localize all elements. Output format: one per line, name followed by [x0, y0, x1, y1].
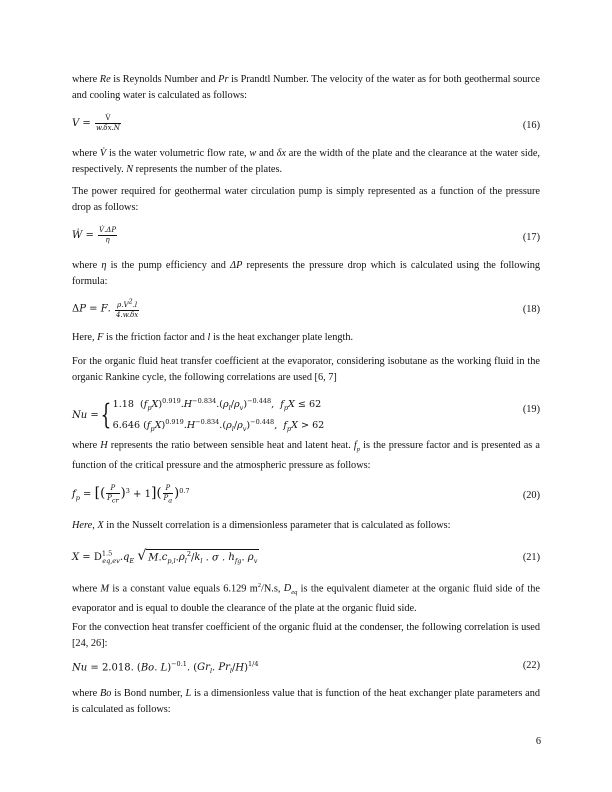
- equation-22-body: Nu = 2.018. (Bo. L)$^{-0.1}$. ($Gr_l$. $Pr_l/H)^{1/4}$: [72, 660, 259, 676]
- paragraph-evaporator: For the organic fluid heat transfer coefficient at the evaporator, considering isobutane as the working fluid in the organic Rankine cycle, the following correlations are used [6, 7]: [72, 356, 540, 383]
- equation-21-number: (21): [522, 552, 540, 563]
- paragraph-bond-number: where Bo is Bond number, L is a dimensionless value that is function of the heat exchanger plate parameters and is calculated as follows:: [72, 688, 541, 715]
- paragraph-pressure-factor: where H represents the ratio between sensible heat and latent heat. $f_p$ is the pressure factor and is presented as a function of the critical pressure and the atmospheric pressure as follows:: [72, 440, 540, 472]
- paragraph-pump-power: The power required for geothermal water circulation pump is simply represented as a function of the pressure drop as follows:: [72, 186, 540, 213]
- equation-20-number: (20): [522, 490, 540, 501]
- equation-18-number: (18): [522, 304, 540, 315]
- paragraph-nusselt-x: Here, X in the Nusselt correlation is a dimensionless parameter that is calculated as follows:: [72, 520, 451, 531]
- equation-21-body: $X = D^{1.5}_{eq,ev}.q_E$ √ $M.c_{p,l}.\rho_l^2/k_l$ . σ . $h_{fg}$. $\rho_v$: [72, 548, 258, 565]
- equation-16: [72, 114, 540, 144]
- equation-19: [72, 394, 540, 434]
- equation-22: [72, 660, 540, 680]
- equation-16-number: (16): [522, 120, 540, 131]
- equation-16-body: V = $\frac{V̇}{w.\delta x.N}$: [72, 114, 120, 132]
- equation-17: [72, 226, 540, 256]
- equation-17-number: (17): [522, 232, 540, 243]
- equation-17-body: Ẇ = $\frac{V̇.\Delta P}{\eta}$: [72, 226, 117, 244]
- paragraph-constant-m: where M is a constant value equals 6.129 $m^2/N.s$, $D_{eq}$ is the equivalent diameter at the organic fluid side of the evaporator and is equal to double the clearance of the plate at the organic fluid side.: [72, 582, 540, 615]
- equation-21: [72, 546, 540, 576]
- paragraph-volumetric-flow: where V̇ is the water volumetric flow rate, w and δx are the width of the plate and the clearance at the water side, respectively. N represents the number of the plates.: [72, 148, 540, 175]
- paragraph-pressure-drop: where η is the pump efficiency and ΔP represents the pressure drop which is calculated using the following formula:: [72, 260, 541, 287]
- equation-18: [72, 298, 540, 328]
- paragraph-condenser: For the convection heat transfer coefficient of the organic fluid at the condenser, the following correlation is used [24, 26]:: [72, 622, 540, 649]
- equation-22-number: (22): [522, 660, 540, 671]
- paragraph-intro: where Re is Reynolds Number and Pr is Prandtl Number. The velocity of the water as for both geothermal source and cooling water is calculated as follows:: [72, 74, 541, 101]
- paragraph-friction-factor: Here, F is the friction factor and l is the heat exchanger plate length.: [72, 332, 354, 343]
- page-number: 6: [535, 736, 541, 747]
- equation-19-body: Nu ={ 1.18 $(f_pX)^{0.919}.H^{-0.834}.(\rho_l/\rho_v)^{-0.448}$, $f_pX \le 62$ 6.646 $(f_pX)^{0.919}.H^{-0.834}.(\rho_l/\rho_v)^{-0.448}$, $f_pX > 62$: [72, 397, 325, 434]
- equation-20-body: $f_p$ = [( $\frac{P}{P_{cr}}$ )$^3$ + 1]( $\frac{P}{P_a}$ )$^{0.7}$: [72, 484, 190, 505]
- equation-20: [72, 482, 540, 514]
- equation-19-number: (19): [522, 404, 540, 415]
- equation-18-body: ΔP = F. $\frac{\rho.V^2.l}{4.w.\delta x}$: [72, 298, 139, 320]
